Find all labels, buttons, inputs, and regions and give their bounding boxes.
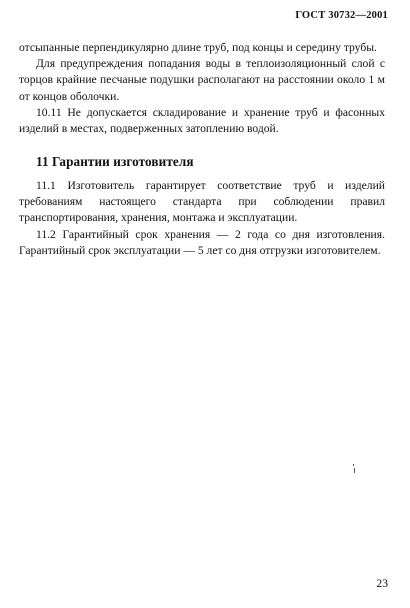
page-number: 23	[376, 577, 388, 590]
warranty-text-block	[19, 178, 385, 259]
storage-text-block	[19, 40, 385, 137]
paragraph-water-protection: Для предупреждения попадания воды в теплоизоляционный слой с торцов крайние песчаные подушки располагают на расстоянии около 1 м от концов оболочки.	[19, 57, 385, 103]
section-title-11: 11 Гарантии изготовителя	[36, 154, 194, 169]
paragraph-11-1: 11.1 Изготовитель гарантирует соответствие труб и изделий требованиям настоящего стандарта при соблюдении правил транспортирования, хранения, монтажа и эксплуатации.	[19, 179, 385, 225]
scan-speck	[353, 464, 355, 473]
paragraph-10-11: 10.11 Не допускается складирование и хранение труб и фасонных изделий в местах, подверженных затоплению водой.	[19, 105, 385, 136]
paragraph-11-2: 11.2 Гарантийный срок хранения — 2 года со дня изготовления. Гарантийный срок эксплуатации — 5 лет со дня отгрузки изготовителем.	[19, 227, 385, 257]
standard-header: ГОСТ 30732—2001	[295, 10, 388, 21]
paragraph-continuation: отсыпанные перпендикулярно длине труб, под концы и середину трубы.	[19, 41, 377, 54]
